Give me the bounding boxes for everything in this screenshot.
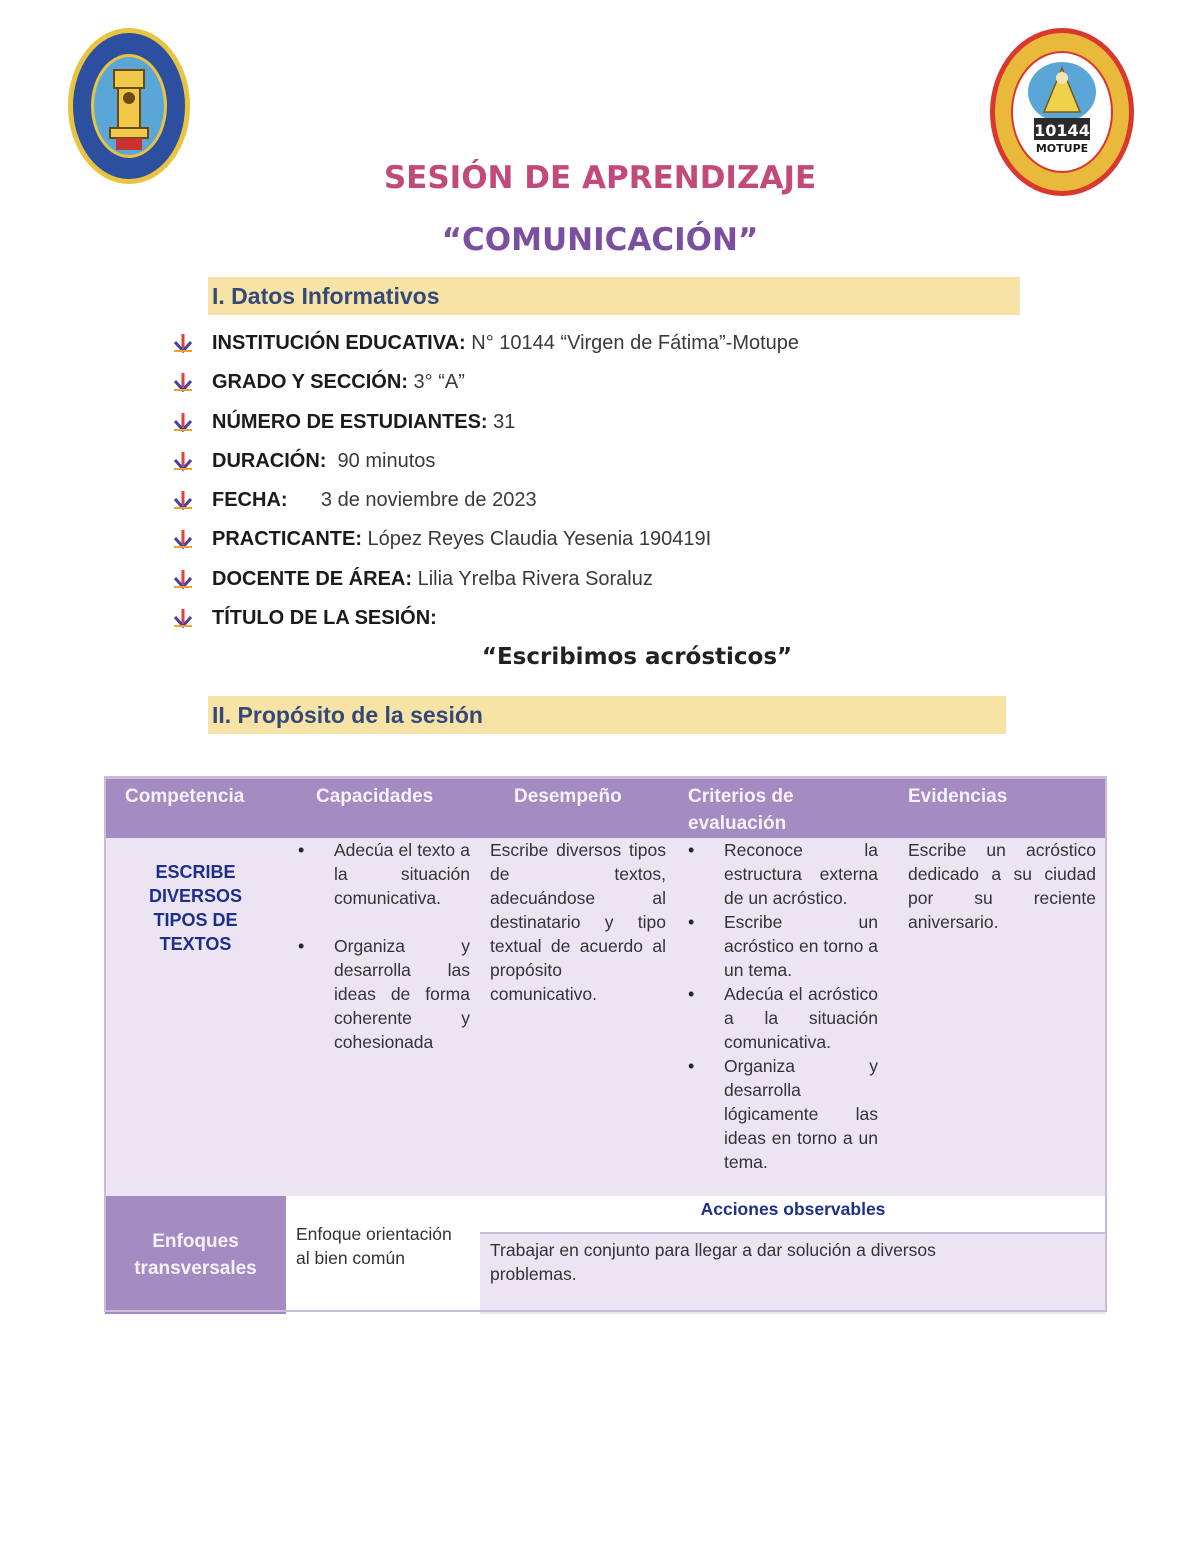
section-heading-datos: I. Datos Informativos (208, 277, 1020, 315)
bullet-arrow-icon (172, 490, 194, 510)
criterios-list (682, 838, 878, 1174)
info-list (172, 326, 1072, 640)
purpose-table (105, 777, 1106, 1314)
bullet-arrow-icon (172, 529, 194, 549)
list-item: • Adecúa el acróstico a la situación comunicativa. (682, 982, 878, 1054)
capacidades-cell (286, 838, 480, 1196)
enfoques-label: Enfoques transversales (105, 1196, 286, 1314)
header-capacidades: Capacidades (286, 778, 480, 838)
page-subtitle: “COMUNICACIÓN” (441, 222, 759, 258)
bullet-arrow-icon (172, 451, 194, 471)
capacidades-list (292, 838, 470, 1054)
header-desempeno: Desempeño (480, 778, 676, 838)
list-item: • Adecúa el texto a la situación comunicativa. (292, 838, 470, 910)
seal-number: 10144 (1034, 121, 1090, 140)
table-header-row (105, 778, 1106, 838)
section-heading-proposito: II. Propósito de la sesión (208, 696, 1006, 734)
header-competencia: Competencia (105, 778, 286, 838)
header-criterios: Criterios de evaluación (676, 778, 896, 838)
acciones-heading: Acciones observables (480, 1196, 1106, 1234)
table-row (105, 838, 1106, 1196)
evidencias-cell: Escribe un acróstico dedicado a su ciudad por su reciente aniversario. (896, 838, 1106, 1196)
acciones-text: Trabajar en conjunto para llegar a dar solución a diversos problemas. (490, 1240, 936, 1284)
bullet-arrow-icon (172, 333, 194, 353)
criterios-cell (676, 838, 896, 1196)
list-item: DURACIÓN: 90 minutos (172, 444, 1072, 483)
session-title: “Escribimos acrósticos” (481, 644, 793, 670)
bullet-arrow-icon (172, 608, 194, 628)
page-title: SESIÓN DE APRENDIZAJE (383, 160, 817, 196)
list-item: • Escribe un acróstico en torno a un tema. (682, 910, 878, 982)
bullet-arrow-icon (172, 569, 194, 589)
list-item: INSTITUCIÓN EDUCATIVA: N° 10144 “Virgen de Fátima”-Motupe (172, 326, 1072, 365)
list-item: TÍTULO DE LA SESIÓN: (172, 601, 1072, 640)
acciones-cell (480, 1196, 1106, 1314)
list-item: • Reconoce la estructura externa de un acróstico. (682, 838, 878, 910)
list-item: DOCENTE DE ÁREA: Lilia Yrelba Rivera Soraluz (172, 562, 1072, 601)
seal-city: MOTUPE (1035, 142, 1089, 155)
list-item: • Organiza y desarrolla lógicamente las ideas en torno a un tema. (682, 1054, 878, 1174)
list-item: NÚMERO DE ESTUDIANTES: 31 (172, 405, 1072, 444)
table-row (105, 1196, 1106, 1314)
list-item: PRACTICANTE: López Reyes Claudia Yesenia 190419I (172, 522, 1072, 561)
desempeno-cell: Escribe diversos tipos de textos, adecuándose al destinatario y tipo textual de acuerdo al propósito comunicativo. (480, 838, 676, 1196)
enfoque-name: Enfoque orientación al bien común (286, 1196, 480, 1314)
competencia-cell: ESCRIBE DIVERSOS TIPOS DE TEXTOS (105, 838, 286, 1196)
bullet-arrow-icon (172, 372, 194, 392)
bullet-arrow-icon (172, 412, 194, 432)
list-item: • Organiza y desarrolla las ideas de forma coherente y cohesionada (292, 934, 470, 1054)
header-evidencias: Evidencias (896, 778, 1106, 838)
list-item: GRADO Y SECCIÓN: 3° “A” (172, 365, 1072, 404)
list-item: FECHA: 3 de noviembre de 2023 (172, 483, 1072, 522)
